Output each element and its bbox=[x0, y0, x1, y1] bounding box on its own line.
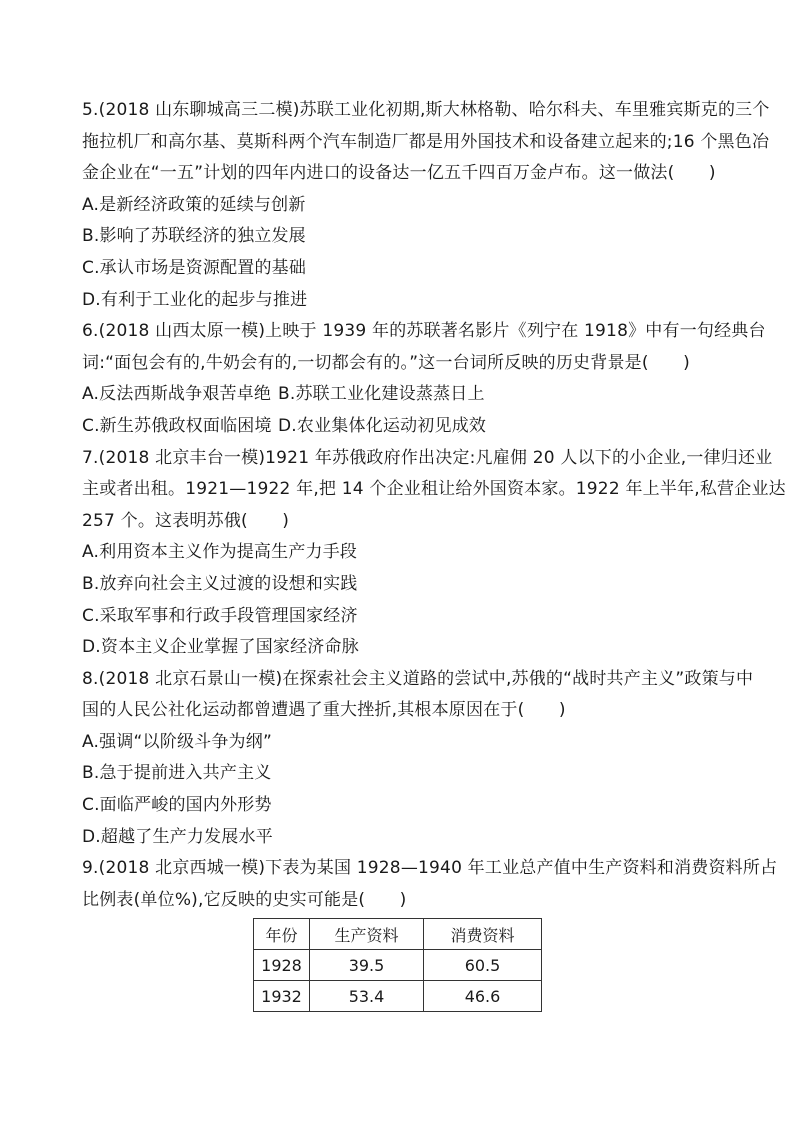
option-d: D.农业集体化运动初见成效 bbox=[278, 415, 487, 436]
question-stem-line: 比例表(单位%),它反映的史实可能是( ) bbox=[82, 889, 407, 910]
option-a: A.反法西斯战争艰苦卓绝 bbox=[82, 384, 272, 405]
question-stem-line: 词:“面包会有的,牛奶会有的,一切都会有的。”这一台词所反映的历史背景是( ) bbox=[82, 352, 690, 373]
option-row bbox=[82, 379, 722, 411]
option-b: B.急于提前进入共产主义 bbox=[82, 763, 272, 784]
option-b: B.放弃向社会主义过渡的设想和实践 bbox=[82, 573, 358, 594]
option-a: A.利用资本主义作为提高生产力手段 bbox=[82, 542, 358, 563]
question-stem-line: 6.(2018 山西太原一模)上映于 1939 年的苏联著名影片《列宁在 1918》中有一句经典台 bbox=[82, 321, 766, 342]
table-cell: 1928 bbox=[254, 950, 310, 981]
table-row bbox=[254, 950, 542, 981]
table-cell: 46.6 bbox=[424, 981, 542, 1012]
option-c: C.面临严峻的国内外形势 bbox=[82, 795, 272, 816]
option-row bbox=[82, 411, 722, 443]
table-cell: 39.5 bbox=[310, 950, 424, 981]
option-d: D.资本主义企业掌握了国家经济命脉 bbox=[82, 637, 359, 658]
option-c: C.采取军事和行政手段管理国家经济 bbox=[82, 605, 358, 626]
table-header-cell: 消费资料 bbox=[424, 919, 542, 950]
option-a: A.强调“以阶级斗争为纲” bbox=[82, 731, 272, 752]
option-c: C.承认市场是资源配置的基础 bbox=[82, 257, 307, 278]
option-c: C.新生苏俄政权面临困境 bbox=[82, 415, 272, 436]
table-cell: 53.4 bbox=[310, 981, 424, 1012]
table-cell: 1932 bbox=[254, 981, 310, 1012]
table-cell: 60.5 bbox=[424, 950, 542, 981]
table-header-row bbox=[254, 919, 542, 950]
option-a: A.是新经济政策的延续与创新 bbox=[82, 194, 306, 215]
question-stem-line: 5.(2018 山东聊城高三二模)苏联工业化初期,斯大林格勒、哈尔科夫、车里雅宾斯克的三个 bbox=[82, 100, 770, 120]
question-6 bbox=[82, 316, 766, 442]
question-stem-line: 国的人民公社化运动都曾遭遇了重大挫折,其根本原因在于( ) bbox=[82, 700, 566, 721]
question-9 bbox=[82, 853, 778, 1012]
question-7 bbox=[82, 443, 786, 664]
question-stem-line: 拖拉机厂和高尔基、莫斯科两个汽车制造厂都是用外国技术和设备建立起来的;16 个黑色冶 bbox=[82, 131, 770, 152]
option-d: D.超越了生产力发展水平 bbox=[82, 826, 273, 847]
data-table bbox=[253, 918, 542, 1012]
table-header-cell: 生产资料 bbox=[310, 919, 424, 950]
question-stem-line: 主或者出租。1921—1922 年,把 14 个企业租让给外国资本家。1922 年上半年,私营企业达 bbox=[82, 479, 786, 500]
question-5 bbox=[82, 95, 770, 316]
option-b: B.影响了苏联经济的独立发展 bbox=[82, 226, 306, 247]
question-stem-line: 9.(2018 北京西城一模)下表为某国 1928—1940 年工业总产值中生产资料和消费资料所占 bbox=[82, 858, 778, 879]
question-stem-line: 金企业在“一五”计划的四年内进口的设备达一亿五千四百万金卢布。这一做法( ) bbox=[82, 163, 716, 184]
question-stem-line: 257 个。这表明苏俄( ) bbox=[82, 510, 290, 531]
table-row bbox=[254, 981, 542, 1012]
question-stem-line: 8.(2018 北京石景山一模)在探索社会主义道路的尝试中,苏俄的“战时共产主义”政策与中 bbox=[82, 668, 754, 689]
option-b: B.苏联工业化建设蒸蒸日上 bbox=[278, 384, 485, 405]
question-stem-line: 7.(2018 北京丰台一模)1921 年苏俄政府作出决定:凡雇佣 20 人以下的小企业,一律归还业 bbox=[82, 447, 773, 468]
question-8 bbox=[82, 664, 754, 854]
option-d: D.有利于工业化的起步与推进 bbox=[82, 289, 308, 310]
document-page bbox=[82, 95, 786, 1012]
table-header-cell: 年份 bbox=[254, 919, 310, 950]
